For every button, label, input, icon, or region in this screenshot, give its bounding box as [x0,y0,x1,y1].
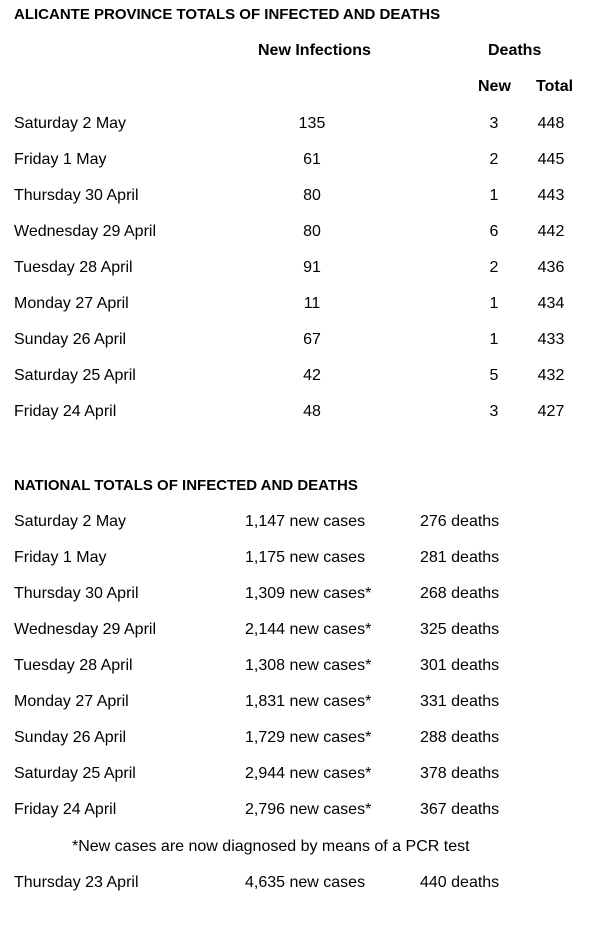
column-header-new-infections: New Infections [258,42,371,59]
row-total-deaths: 432 [537,367,565,384]
table-row [0,331,600,353]
row-date: Friday 24 April [14,801,117,818]
row-new-cases: 1,729 new cases* [245,729,372,746]
row-deaths: 281 deaths [420,549,500,566]
row-deaths: 378 deaths [420,765,500,782]
row-deaths: 325 deaths [420,621,500,638]
table-row [0,259,600,281]
row-deaths: 276 deaths [420,513,500,530]
row-total-deaths: 445 [537,151,565,168]
row-total-deaths: 436 [537,259,565,276]
row-new-deaths: 3 [489,403,499,420]
table-row [0,513,600,535]
table-row [0,874,600,896]
row-total-deaths: 442 [537,223,565,240]
row-date: Saturday 2 May [14,115,127,132]
row-date: Thursday 30 April [14,585,139,602]
table-row [0,151,600,173]
row-new-cases: 2,796 new cases* [245,801,372,818]
row-date: Friday 1 May [14,549,107,566]
row-date: Monday 27 April [14,295,129,312]
row-new-deaths: 5 [489,367,499,384]
table-row [0,621,600,643]
row-date: Saturday 2 May [14,513,127,530]
column-header-deaths-total: Total [536,78,574,95]
row-new-infections: 80 [303,223,321,240]
row-new-cases: 1,175 new cases [245,549,366,566]
row-new-infections: 67 [303,331,321,348]
row-date: Wednesday 29 April [14,223,157,240]
table-row [0,115,600,137]
row-new-infections: 42 [303,367,321,384]
table-row [0,367,600,389]
row-date: Sunday 26 April [14,729,127,746]
table-row [0,187,600,209]
row-total-deaths: 443 [537,187,565,204]
row-date: Friday 1 May [14,151,107,168]
column-header-deaths-new: New [478,78,511,95]
row-deaths: 367 deaths [420,801,500,818]
row-date: Saturday 25 April [14,367,136,384]
column-header-deaths: Deaths [488,42,542,59]
row-new-infections: 11 [303,295,321,312]
table-row [0,765,600,787]
row-total-deaths: 448 [537,115,565,132]
row-new-infections: 48 [303,403,321,420]
row-new-cases: 2,144 new cases* [245,621,372,638]
table-row [0,729,600,751]
row-deaths: 268 deaths [420,585,500,602]
table-row [0,295,600,317]
row-date: Thursday 30 April [14,187,139,204]
row-date: Saturday 25 April [14,765,136,782]
table-row [0,223,600,245]
row-date: Monday 27 April [14,693,129,710]
row-deaths: 301 deaths [420,657,500,674]
row-new-cases: 1,831 new cases* [245,693,372,710]
row-total-deaths: 433 [537,331,565,348]
row-new-deaths: 1 [489,187,499,204]
row-new-infections: 61 [303,151,321,168]
table-row [0,657,600,679]
row-date: Tuesday 28 April [14,657,133,674]
row-date: Friday 24 April [14,403,117,420]
national-title: NATIONAL TOTALS OF INFECTED AND DEATHS [14,477,358,494]
row-total-deaths: 427 [537,403,565,420]
row-date: Sunday 26 April [14,331,127,348]
province-title: ALICANTE PROVINCE TOTALS OF INFECTED AND DEATHS [14,6,441,23]
table-row [0,549,600,571]
row-new-deaths: 6 [489,223,499,240]
row-new-deaths: 1 [489,331,499,348]
row-new-cases: 2,944 new cases* [245,765,372,782]
row-new-cases: 1,147 new cases [245,513,366,530]
row-new-cases: 4,635 new cases [245,874,366,891]
table-row [0,585,600,607]
row-new-infections: 91 [303,259,321,276]
table-row [0,693,600,715]
row-new-infections: 80 [303,187,321,204]
row-new-infections: 135 [298,115,326,132]
row-new-deaths: 1 [489,295,499,312]
table-row [0,801,600,823]
pcr-test-footnote: *New cases are now diagnosed by means of a PCR test [72,838,470,855]
table-row [0,403,600,425]
row-new-cases: 1,309 new cases* [245,585,372,602]
row-date: Tuesday 28 April [14,259,133,276]
row-date: Wednesday 29 April [14,621,157,638]
row-total-deaths: 434 [537,295,565,312]
row-deaths: 440 deaths [420,874,500,891]
row-deaths: 331 deaths [420,693,500,710]
row-deaths: 288 deaths [420,729,500,746]
row-new-deaths: 2 [489,259,499,276]
row-new-deaths: 2 [489,151,499,168]
row-date: Thursday 23 April [14,874,139,891]
row-new-cases: 1,308 new cases* [245,657,372,674]
row-new-deaths: 3 [489,115,499,132]
